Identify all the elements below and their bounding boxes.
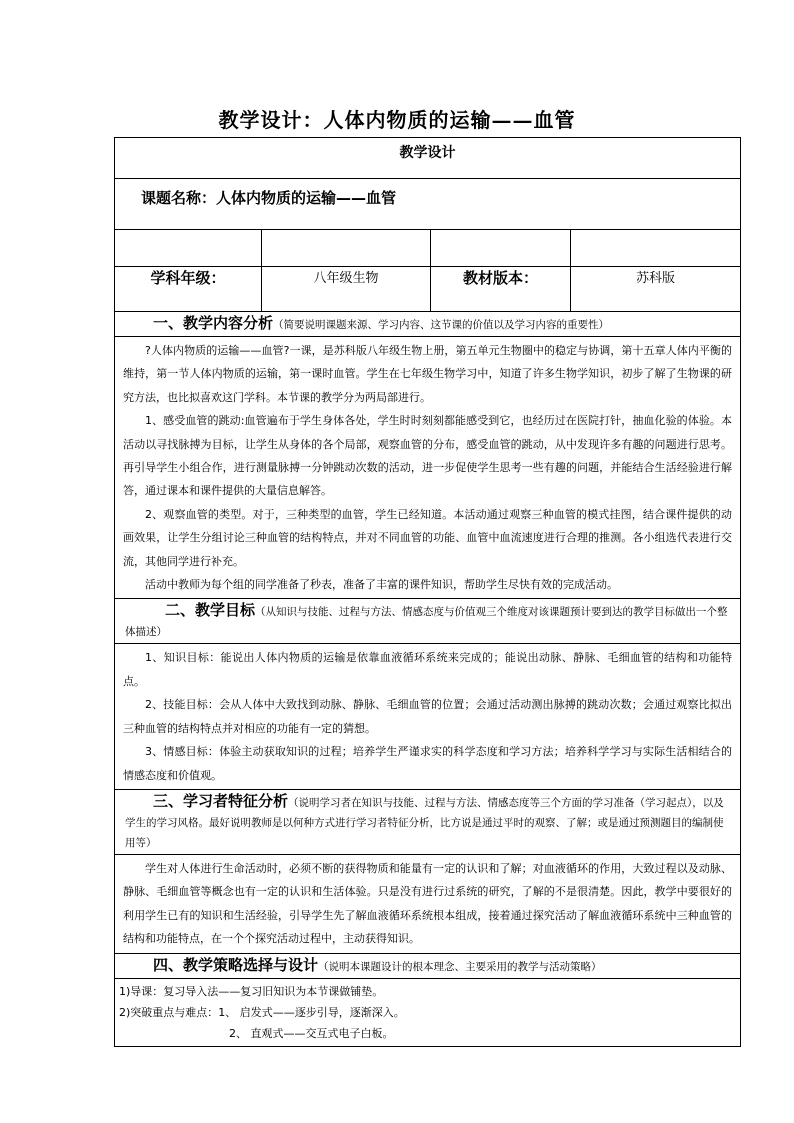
paragraph: 活动中教师为每个组的同学准备了秒表，准备了丰富的课件知识，帮助学生尽快有效的完成活动。 (145, 578, 618, 592)
paragraph: 1、知识目标：能说出人体内物质的运输是依靠血液循环系统来完成的；能说出动脉、静脉、毛细血管的结构和功能特点。 (123, 651, 732, 688)
section-2-note: （从知识与技能、过程与方法、情感态度与价值观三个维度对该课题预计要到达的教学目标做出一个整体描述） (125, 606, 728, 639)
paragraph: 学生对人体进行生命活动时，必须不断的获得物质和能量有一定的认识和了解；对血液循环的作用，大致过程以及动脉、静脉、毛细血管等概念也有一定的认识和生活体验。只是没有进行过系统的研究，了解的不是很清楚。因此，教学中要很好的利用学生已有的知识和生活经验，引导学生先了解血液循环系统根本组成，接着通过探究活动了解血液循环系统中三种血管的结构和功能特点，在一个个探究活动过程中，主动获得知识。 (123, 861, 732, 946)
paragraph: 1、感受血管的跳动:血管遍布于学生身体各处，学生时时刻刻都能感受到它，也经历过在医院打针，抽血化验的体验。本活动以寻找脉搏为目标，让学生从身体的各个局部，观察血管的分布，感受血管的跳动，从中发现许多有趣的问题进行思考。再引导学生小组合作，进行测量脉搏一分钟跳动次数的活动，进一步促使学生思考一些有趣的问题，并能结合生活经验进行解答，通过课本和课件提供的大量信息解答。 (123, 414, 732, 498)
section-2-heading-cell (115, 599, 741, 644)
blank-row (115, 230, 741, 267)
paragraph: 2、技能目标：会从人体中大致找到动脉、静脉、毛细血管的位置；会通过活动测出脉搏的跳动次数；会通过观察比拟出三种血管的结构特点并对相应的功能有一定的猜想。 (123, 698, 732, 735)
lesson-plan-table (114, 137, 741, 1047)
section-1-heading: 一、教学内容分析 (153, 314, 274, 332)
textbook-value: 苏科版 (571, 267, 741, 312)
strategy-line: 1)导课：复习导入法——复习旧知识为本节课做铺垫。 (119, 984, 384, 998)
course-name: 课题名称：人体内物质的运输——血管 (115, 179, 741, 230)
section-4-heading-cell (115, 953, 741, 978)
section-1-body (115, 337, 741, 599)
section-4-note: （说明本课题设计的根本理念、主要采用的教学与活动策略） (318, 960, 602, 973)
meta-row (115, 267, 741, 312)
section-3-body (115, 854, 741, 953)
section-2-heading: 二、教学目标 (165, 601, 256, 620)
table-header: 教学设计 (115, 138, 741, 179)
subject-value: 八年级生物 (262, 267, 431, 312)
section-1-heading-cell (115, 312, 741, 337)
strategy-line: 2、 直观式——交互式电子白板。 (229, 1026, 394, 1040)
section-3-heading-cell (115, 789, 741, 854)
paragraph: 2、观察血管的类型。对于，三种类型的血管，学生已经知道。本活动通过观察三种血管的模式挂图，结合课件提供的动画效果，让学生分组讨论三种血管的结构特点，并对不同血管的功能、血管中血流速度进行合理的推测。各小组选代表进行交流，其他同学进行补充。 (123, 507, 732, 568)
textbook-label: 教材版本： (431, 267, 571, 312)
section-3-note: （说明学习者在知识与技能、过程与方法、情感态度等三个方面的学习准备（学习起点），以及学生的学习风格。最好说明教师是以何种方式进行学习者特征分析，比方说是通过平时的观察、了解；或是通过预测题目的编制使用等） (125, 796, 724, 849)
subject-label: 学科年级： (115, 267, 262, 312)
section-4-body (115, 978, 741, 1046)
strategy-line: 2)突破重点与难点：1、 启发式——逐步引导，逐渐深入。 (119, 1005, 405, 1019)
section-2-body (115, 644, 741, 789)
section-4-heading: 四、教学策略选择与设计 (153, 955, 319, 974)
section-1-note: （简要说明课题来源、学习内容、这节课的价值以及学习内容的重要性） (273, 319, 610, 331)
paragraph: 3、情感目标：体验主动获取知识的过程；培养学生严谨求实的科学态度和学习方法；培养科学学习与实际生活相结合的情感态度和价值观。 (123, 745, 732, 782)
paragraph: ?人体内物质的运输——血管?一课，是苏科版八年级生物上册，第五单元生物圈中的稳定与协调，第十五章人体内平衡的维持，第一节人体内物质的运输，第一课时血管。学生在七年级生物学习中，知道了许多生物学知识，初步了解了生物课的研究方法，也比拟喜欢这门学科。本节课的教学分为两局部进行。 (123, 344, 732, 404)
section-3-heading: 三、学习者特征分析 (153, 791, 289, 810)
document-title: 教学设计：人体内物质的运输——血管 (218, 108, 576, 132)
